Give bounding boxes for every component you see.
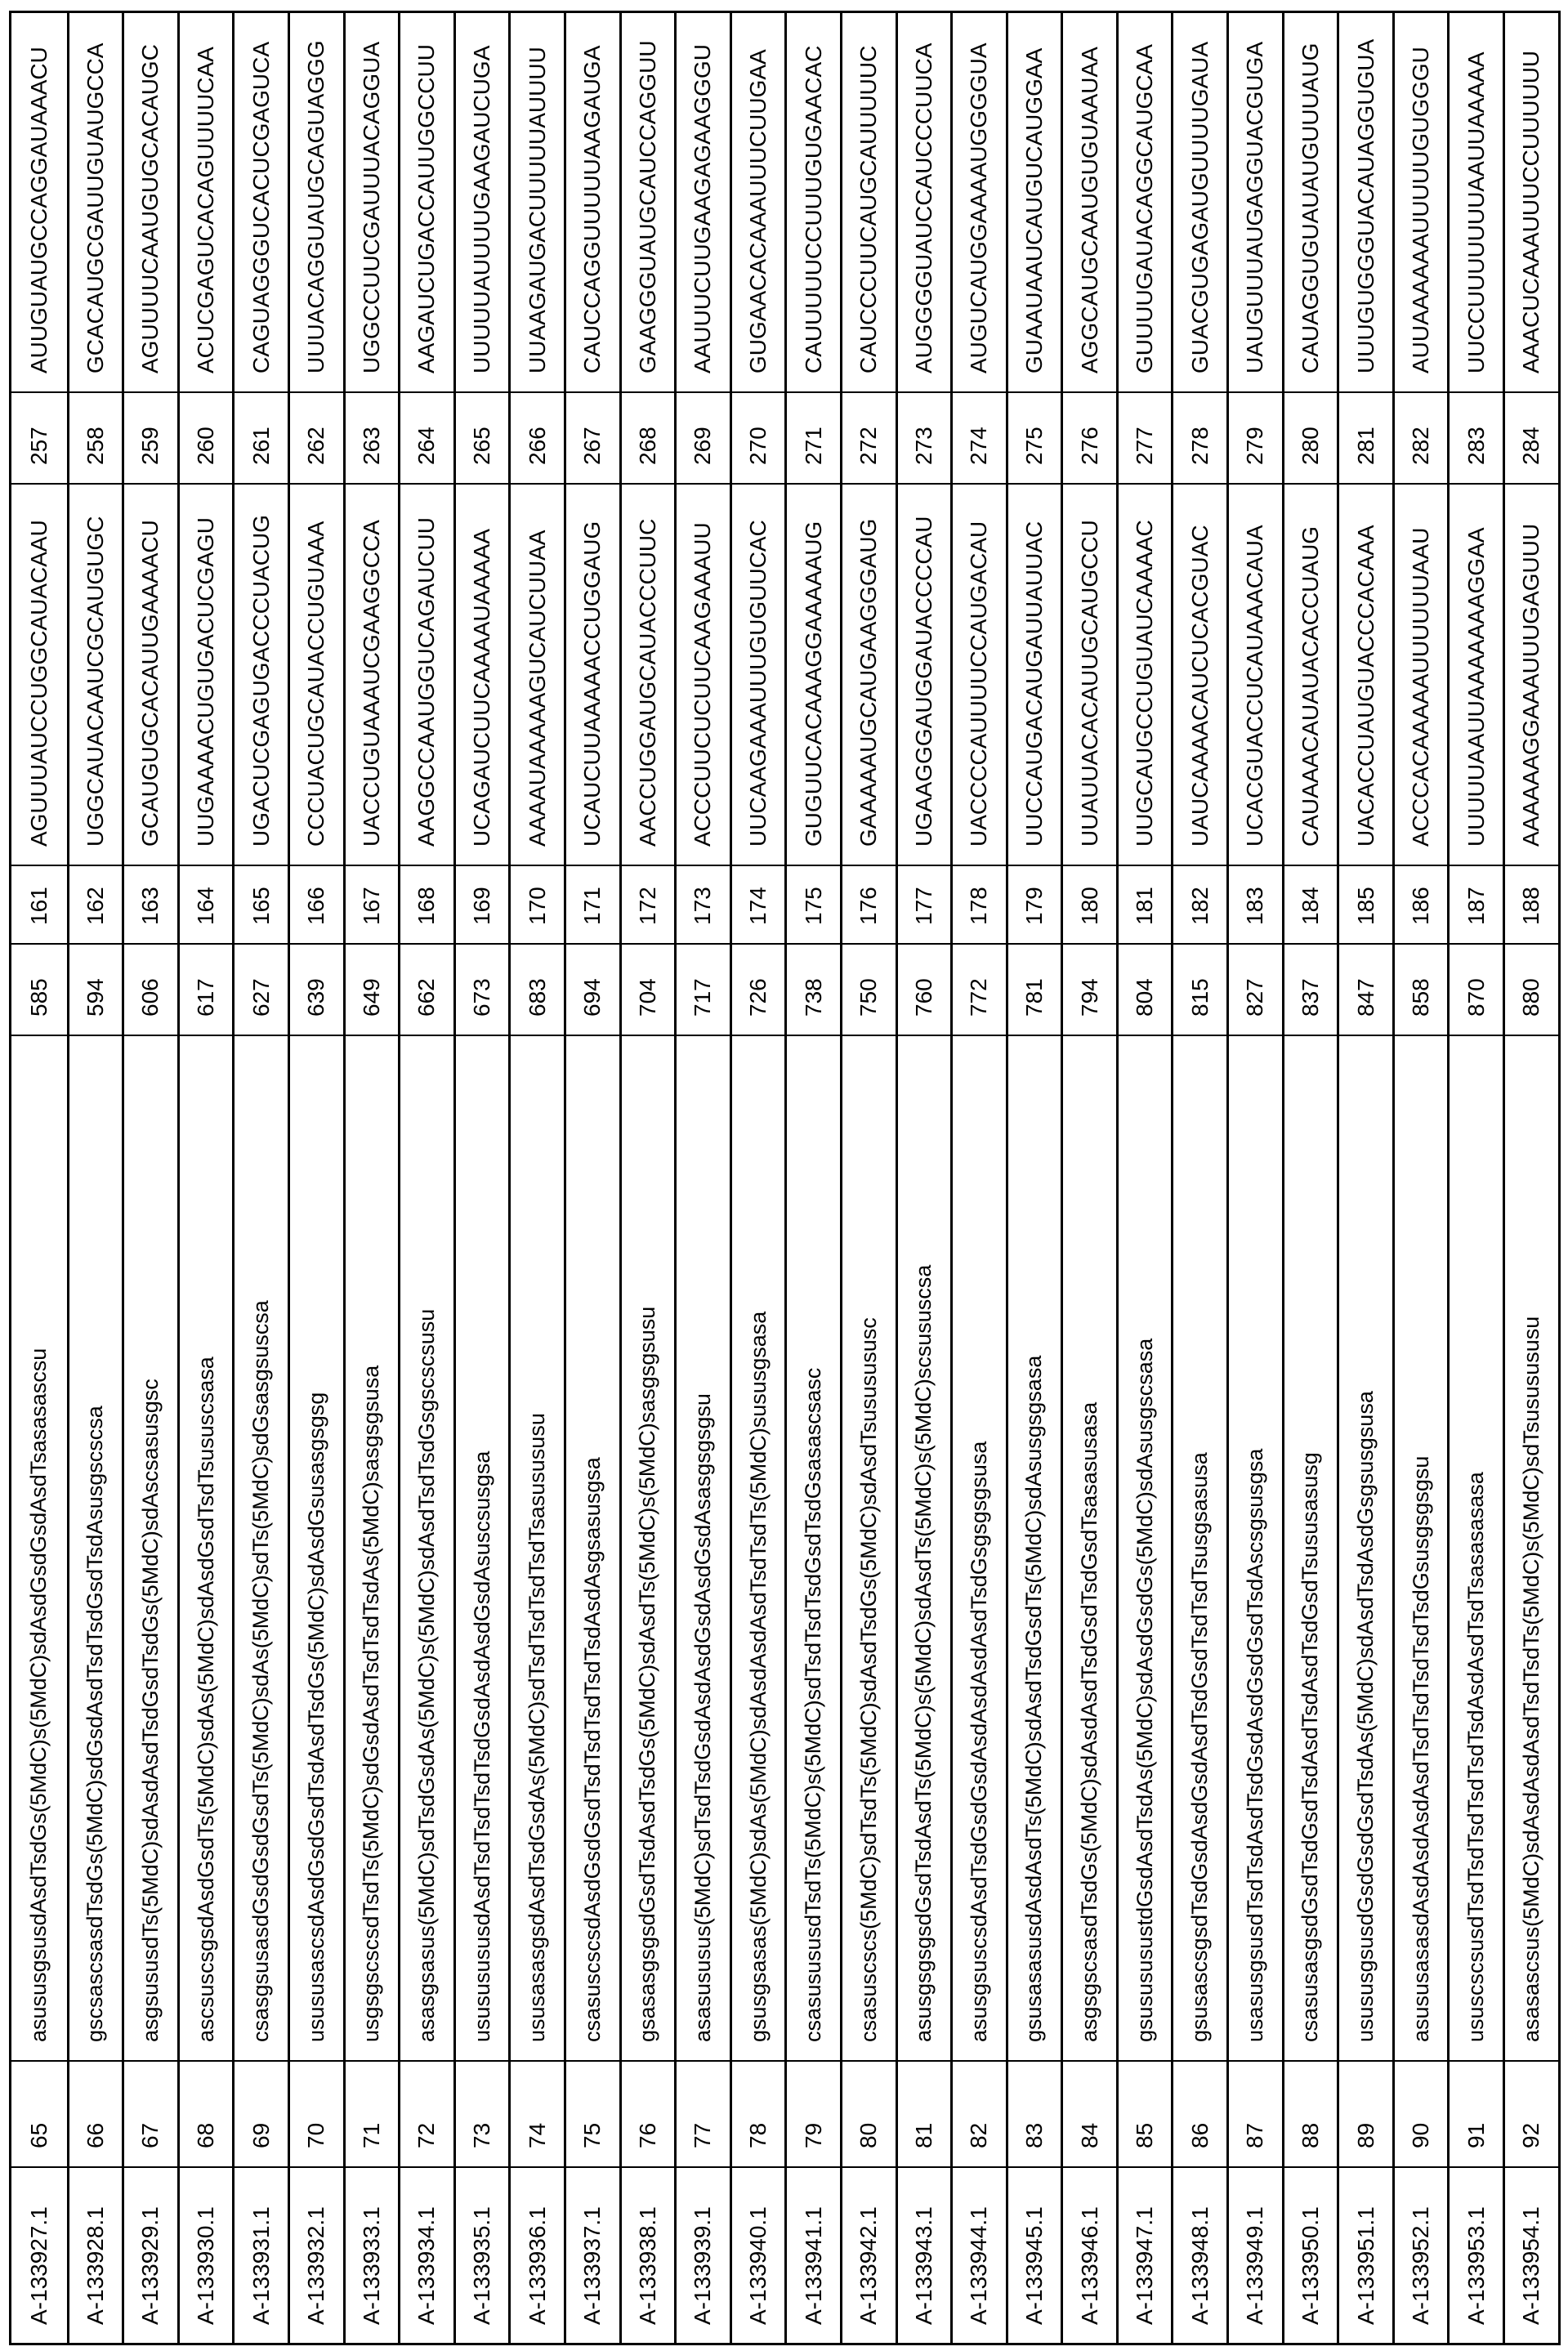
seq-id-cell: 175: [787, 866, 840, 945]
position-cell: 794: [1063, 945, 1116, 1036]
seq-id-cell: 161: [11, 866, 67, 945]
seq-id-cell: 66: [69, 2062, 123, 2168]
seq-id-cell: 74: [511, 2062, 564, 2168]
seq-id-cell: 262: [290, 393, 343, 485]
target-sequence-cell: UUCCUUUUUUUAAUUAAAAA: [1450, 13, 1503, 393]
modified-sequence-cell: usasusgsusdTsdTsdAsdTsdGsdAsdGsdGsdTsdAscsgsusgsa: [1229, 1036, 1282, 2062]
position-cell: 673: [456, 945, 509, 1036]
seq-id-cell: 266: [511, 393, 564, 485]
seq-id-cell: 268: [622, 393, 675, 485]
duplex-id-cell: A-133934.1: [400, 2168, 453, 2343]
duplex-id-cell: A-133944.1: [953, 2168, 1006, 2343]
seq-id-cell: 178: [953, 866, 1006, 945]
modified-sequence-cell: asususasasdAsdAsdAsdAsdTsdTsdTsdTsdTsdGsusgsgsgsu: [1395, 1036, 1448, 2062]
duplex-id-cell: A-133929.1: [124, 2168, 177, 2343]
seq-id-cell: 167: [346, 866, 399, 945]
table-row: [232, 13, 288, 2343]
duplex-id-cell: A-133933.1: [346, 2168, 399, 2343]
target-sequence-cell: UUUGUGGGUACAUAGGUGUA: [1339, 13, 1392, 393]
modified-sequence-cell: asususgsusdAsdTsdGs(5MdC)s(5MdC)sdAsdGsdGsdAsdTsasasascsu: [11, 1036, 67, 2062]
duplex-id-cell: A-133950.1: [1284, 2168, 1338, 2343]
antisense-sequence-cell: UGGCAUACAAUCGCAUGUGC: [69, 485, 123, 866]
table-row: [1503, 13, 1558, 2343]
antisense-sequence-cell: UCACGUACCUCAUAAACAUA: [1229, 485, 1282, 866]
seq-id-cell: 89: [1339, 2062, 1392, 2168]
antisense-sequence-cell: UGAAGGGAUGGAUACCCCAU: [898, 485, 951, 866]
seq-id-cell: 182: [1173, 866, 1226, 945]
target-sequence-cell: UUUUUAUUUUGAAGAUCUGA: [456, 13, 509, 393]
table-row: [122, 13, 177, 2343]
seq-id-cell: 176: [842, 866, 896, 945]
position-cell: 858: [1395, 945, 1448, 1036]
seq-id-cell: 179: [1008, 866, 1061, 945]
antisense-sequence-cell: ACCCUUCUCUUCAAGAAAUU: [677, 485, 730, 866]
modified-sequence-cell: usususususdAsdTsdTsdTsdTsdGsdAsdAsdGsdAsuscsusgsa: [456, 1036, 509, 2062]
modified-sequence-cell: csasuscscsdAsdGsdGsdTsdTsdTsdTsdTsdAsdAsgsasusgsa: [566, 1036, 619, 2062]
seq-id-cell: 172: [622, 866, 675, 945]
position-cell: 750: [842, 945, 896, 1036]
antisense-sequence-cell: AAGGCCAAUGGUCAGAUCUU: [400, 485, 453, 866]
target-sequence-cell: UAUGUUUAUGAGGUACGUGA: [1229, 13, 1282, 393]
position-cell: 760: [898, 945, 951, 1036]
position-cell: 815: [1173, 945, 1226, 1036]
target-sequence-cell: GUACGUGAGAUGUUUUGAUA: [1173, 13, 1226, 393]
position-cell: 827: [1229, 945, 1282, 1036]
seq-id-cell: 275: [1008, 393, 1061, 485]
seq-id-cell: 168: [400, 866, 453, 945]
table-row: [730, 13, 785, 2343]
antisense-sequence-cell: CAUAAACAUAUACACCUAUG: [1284, 485, 1338, 866]
seq-id-cell: 280: [1284, 393, 1338, 485]
modified-sequence-cell: asasususus(5MdC)sdTsdTsdGsdAsdAsdGsdAsdGsdAsasgsgsgsu: [677, 1036, 730, 2062]
modified-sequence-cell: gsusususustdGsdAsdTsdAs(5MdC)sdAsdGsdGs(5MdC)sdAsusgscsasa: [1119, 1036, 1172, 2062]
modified-sequence-cell: gsusasasusdAsdAsdTs(5MdC)sdAsdTsdGsdTs(5MdC)sdAsusgsgsasa: [1008, 1036, 1061, 2062]
seq-id-cell: 82: [953, 2062, 1006, 2168]
modified-sequence-cell: csasgsusasdGsdGsdGsdTs(5MdC)sdAs(5MdC)sdTs(5MdC)sdGsasgsuscsa: [235, 1036, 288, 2062]
seq-id-cell: 259: [124, 393, 177, 485]
target-sequence-cell: CAUCCCUUCAUGCAUUUUUC: [842, 13, 896, 393]
seq-id-cell: 281: [1339, 393, 1392, 485]
target-sequence-cell: ACUCGAGUCACAGUUUUCAA: [180, 13, 233, 393]
position-cell: 662: [400, 945, 453, 1036]
seq-id-cell: 85: [1119, 2062, 1172, 2168]
duplex-id-cell: A-133939.1: [677, 2168, 730, 2343]
target-sequence-cell: AAGAUCUGACCAUUGGCCUU: [400, 13, 453, 393]
seq-id-cell: 73: [456, 2062, 509, 2168]
seq-id-cell: 81: [898, 2062, 951, 2168]
duplex-id-cell: A-133935.1: [456, 2168, 509, 2343]
duplex-id-cell: A-133952.1: [1395, 2168, 1448, 2343]
table-row: [1282, 13, 1338, 2343]
position-cell: 781: [1008, 945, 1061, 1036]
antisense-sequence-cell: GAAAAAUGCAUGAAGGGAUG: [842, 485, 896, 866]
duplex-id-cell: A-133949.1: [1229, 2168, 1282, 2343]
seq-id-cell: 279: [1229, 393, 1282, 485]
table-row: [398, 13, 453, 2343]
seq-id-cell: 184: [1284, 866, 1338, 945]
antisense-sequence-cell: AAAAUAAAAAGUCAUCUUAA: [511, 485, 564, 866]
target-sequence-cell: AAACUCAAAUUUCCUUUUUU: [1505, 13, 1558, 393]
table-row: [453, 13, 509, 2343]
seq-id-cell: 174: [732, 866, 785, 945]
duplex-id-cell: A-133927.1: [11, 2168, 67, 2343]
position-cell: 726: [732, 945, 785, 1036]
target-sequence-cell: AAUUUCUUGAAGAGAAGGGU: [677, 13, 730, 393]
seq-id-cell: 283: [1450, 393, 1503, 485]
modified-sequence-cell: gsusascsgsdTsdGsdAsdGsdAsdTsdGsdTsdTsdTsusgsasusa: [1173, 1036, 1226, 2062]
antisense-sequence-cell: UUGAAAACUGUGACUCGAGU: [180, 485, 233, 866]
target-sequence-cell: CAGUAGGGUCACUCGAGUCA: [235, 13, 288, 393]
seq-id-cell: 72: [400, 2062, 453, 2168]
antisense-sequence-cell: GCAUGUGCACAUUGAAAACU: [124, 485, 177, 866]
seq-id-cell: 79: [787, 2062, 840, 2168]
position-cell: 606: [124, 945, 177, 1036]
antisense-sequence-cell: UCAUCUUAAAAACCUGGAUG: [566, 485, 619, 866]
seq-id-cell: 76: [622, 2062, 675, 2168]
modified-sequence-cell: asusgsuscsdAsdTsdGsdGsdAsdAsdAsdAsdTsdGsgsgsgsusa: [953, 1036, 1006, 2062]
table-row: [840, 13, 896, 2343]
modified-sequence-cell: gsusgsasas(5MdC)sdAs(5MdC)sdAsdAsdAsdTsdTsdTs(5MdC)sususgsasa: [732, 1036, 785, 2062]
seq-id-cell: 71: [346, 2062, 399, 2168]
position-cell: 870: [1450, 945, 1503, 1036]
seq-id-cell: 67: [124, 2062, 177, 2168]
antisense-sequence-cell: UACCCCAUUUUCCAUGACAU: [953, 485, 1006, 866]
target-sequence-cell: CAUUUUUCCUUUGUGAACAC: [787, 13, 840, 393]
duplex-id-cell: A-133954.1: [1505, 2168, 1558, 2343]
position-cell: 804: [1119, 945, 1172, 1036]
seq-id-cell: 263: [346, 393, 399, 485]
seq-id-cell: 86: [1173, 2062, 1226, 2168]
position-cell: 837: [1284, 945, 1338, 1036]
antisense-sequence-cell: UACCUGUAAAUCGAAGGCCA: [346, 485, 399, 866]
seq-id-cell: 278: [1173, 393, 1226, 485]
seq-id-cell: 272: [842, 393, 896, 485]
antisense-sequence-cell: AACCUGGAUGCAUACCCUUC: [622, 485, 675, 866]
duplex-id-cell: A-133953.1: [1450, 2168, 1503, 2343]
seq-id-cell: 270: [732, 393, 785, 485]
seq-id-cell: 164: [180, 866, 233, 945]
modified-sequence-cell: asgsususdTs(5MdC)sdAsdAsdTsdGsdTsdGs(5MdC)sdAscsasusgsc: [124, 1036, 177, 2062]
seq-id-cell: 87: [1229, 2062, 1282, 2168]
target-sequence-cell: GUUUUGAUACAGGCAUGCAA: [1119, 13, 1172, 393]
table-row: [11, 13, 67, 2343]
seq-id-cell: 163: [124, 866, 177, 945]
modified-sequence-cell: asgsgscsasdTsdGs(5MdC)sdAsdAsdTsdGsdTsdGsdTsasasusasa: [1063, 1036, 1116, 2062]
position-cell: 704: [622, 945, 675, 1036]
seq-id-cell: 260: [180, 393, 233, 485]
seq-id-cell: 92: [1505, 2062, 1558, 2168]
antisense-sequence-cell: AAAAAAGGAAAUUUGAGUUU: [1505, 485, 1558, 866]
position-cell: 639: [290, 945, 343, 1036]
position-cell: 683: [511, 945, 564, 1036]
table-row: [288, 13, 343, 2343]
seq-id-cell: 274: [953, 393, 1006, 485]
antisense-sequence-cell: UAUCAAAACAUCUCACGUAC: [1173, 485, 1226, 866]
table-row: [564, 13, 619, 2343]
table-row: [1116, 13, 1172, 2343]
target-sequence-cell: UUAAGAUGACUUUUUAUUUU: [511, 13, 564, 393]
target-sequence-cell: CAUAGGUGUAUAUGUUUAUG: [1284, 13, 1338, 393]
target-sequence-cell: CAUCCAGGUUUUUAAGAUGA: [566, 13, 619, 393]
target-sequence-cell: AUGGGGUAUCCAUCCCUUCA: [898, 13, 951, 393]
duplex-id-cell: A-133942.1: [842, 2168, 896, 2343]
table-row: [784, 13, 840, 2343]
seq-id-cell: 261: [235, 393, 288, 485]
modified-sequence-cell: ususcscsusdTsdTsdTsdTsdTsdTsdAsdAsdTsdTsasasasasa: [1450, 1036, 1503, 2062]
antisense-sequence-cell: ACCCACAAAAAUUUUUUAAU: [1395, 485, 1448, 866]
position-cell: 694: [566, 945, 619, 1036]
seq-id-cell: 68: [180, 2062, 233, 2168]
seq-id-cell: 264: [400, 393, 453, 485]
seq-id-cell: 187: [1450, 866, 1503, 945]
target-sequence-cell: AGGCAUGCAAUGUGUAAUAA: [1063, 13, 1116, 393]
seq-id-cell: 84: [1063, 2062, 1116, 2168]
duplex-id-cell: A-133931.1: [235, 2168, 288, 2343]
seq-id-cell: 257: [11, 393, 67, 485]
table-row: [67, 13, 123, 2343]
duplex-id-cell: A-133938.1: [622, 2168, 675, 2343]
target-sequence-cell: AUUGUAUGCCAGGAUAAACU: [11, 13, 67, 393]
duplex-id-cell: A-133941.1: [787, 2168, 840, 2343]
seq-id-cell: 183: [1229, 866, 1282, 945]
antisense-sequence-cell: UUUUUAAUUAAAAAAAGGAA: [1450, 485, 1503, 866]
antisense-sequence-cell: UACACCUAUGUACCCACAAA: [1339, 485, 1392, 866]
seq-id-cell: 170: [511, 866, 564, 945]
modified-sequence-cell: ususasasgsdAsdTsdGsdAs(5MdC)sdTsdTsdTsdTsdTsasusususu: [511, 1036, 564, 2062]
seq-id-cell: 267: [566, 393, 619, 485]
target-sequence-cell: AGUUUUCAAUGUGCACAUGC: [124, 13, 177, 393]
antisense-sequence-cell: CCCUACUGCAUACCUGUAAA: [290, 485, 343, 866]
duplex-id-cell: A-133947.1: [1119, 2168, 1172, 2343]
antisense-sequence-cell: UUCAAGAAAUUUGUGUUCAC: [732, 485, 785, 866]
target-sequence-cell: AUGUCAUGGAAAAUGGGGUA: [953, 13, 1006, 393]
target-sequence-cell: UUUACAGGUAUGCAGUAGGG: [290, 13, 343, 393]
position-cell: 880: [1505, 945, 1558, 1036]
sequence-table: [9, 11, 1561, 2345]
seq-id-cell: 77: [677, 2062, 730, 2168]
table-row: [1337, 13, 1392, 2343]
seq-id-cell: 273: [898, 393, 951, 485]
seq-id-cell: 78: [732, 2062, 785, 2168]
table-row: [950, 13, 1006, 2343]
modified-sequence-cell: ascsuscsgsdAsdGsdTs(5MdC)sdAs(5MdC)sdAsdGsdTsdTsususcsasa: [180, 1036, 233, 2062]
antisense-sequence-cell: UCAGAUCUUCAAAAUAAAAA: [456, 485, 509, 866]
seq-id-cell: 276: [1063, 393, 1116, 485]
position-cell: 585: [11, 945, 67, 1036]
seq-id-cell: 284: [1505, 393, 1558, 485]
seq-id-cell: 282: [1395, 393, 1448, 485]
duplex-id-cell: A-133948.1: [1173, 2168, 1226, 2343]
table-row: [1006, 13, 1061, 2343]
seq-id-cell: 80: [842, 2062, 896, 2168]
table-row: [1447, 13, 1503, 2343]
table-row: [1171, 13, 1226, 2343]
seq-id-cell: 188: [1505, 866, 1558, 945]
position-cell: 738: [787, 945, 840, 1036]
modified-sequence-cell: csasuscscs(5MdC)sdTsdTs(5MdC)sdAsdTsdGs(5MdC)sdAsdTsususususc: [842, 1036, 896, 2062]
modified-sequence-cell: asasascsus(5MdC)sdAsdAsdAsdTsdTsdTs(5MdC)s(5MdC)sdTsususususu: [1505, 1036, 1558, 2062]
table-row: [1061, 13, 1116, 2343]
modified-sequence-cell: asusgsgsgsdGsdTsdAsdTs(5MdC)s(5MdC)sdAsdTs(5MdC)s(5MdC)scsususcsa: [898, 1036, 951, 2062]
seq-id-cell: 271: [787, 393, 840, 485]
seq-id-cell: 88: [1284, 2062, 1338, 2168]
duplex-id-cell: A-133945.1: [1008, 2168, 1061, 2343]
position-cell: 617: [180, 945, 233, 1036]
duplex-id-cell: A-133943.1: [898, 2168, 951, 2343]
duplex-id-cell: A-133936.1: [511, 2168, 564, 2343]
seq-id-cell: 166: [290, 866, 343, 945]
seq-id-cell: 173: [677, 866, 730, 945]
position-cell: 649: [346, 945, 399, 1036]
seq-id-cell: 277: [1119, 393, 1172, 485]
modified-sequence-cell: gsasasgsgsdGsdTsdAsdTsdGs(5MdC)sdAsdTs(5MdC)s(5MdC)sasgsgsusu: [622, 1036, 675, 2062]
seq-id-cell: 258: [69, 393, 123, 485]
seq-id-cell: 90: [1395, 2062, 1448, 2168]
table-row: [896, 13, 951, 2343]
target-sequence-cell: GAAGGGUAUGCAUCCAGGUU: [622, 13, 675, 393]
seq-id-cell: 162: [69, 866, 123, 945]
seq-id-cell: 65: [11, 2062, 67, 2168]
seq-id-cell: 91: [1450, 2062, 1503, 2168]
position-cell: 717: [677, 945, 730, 1036]
target-sequence-cell: UGGCCUUCGAUUUACAGGUA: [346, 13, 399, 393]
seq-id-cell: 181: [1119, 866, 1172, 945]
duplex-id-cell: A-133951.1: [1339, 2168, 1392, 2343]
modified-sequence-cell: csasusasgsdGsdTsdGsdTsdAsdTsdAsdTsdGsdTsususasusg: [1284, 1036, 1338, 2062]
position-cell: 627: [235, 945, 288, 1036]
modified-sequence-cell: asasgsasus(5MdC)sdTsdGsdAs(5MdC)s(5MdC)sdAsdTsdTsdGsgscscsusu: [400, 1036, 453, 2062]
table-row: [508, 13, 564, 2343]
seq-id-cell: 83: [1008, 2062, 1061, 2168]
target-sequence-cell: AUUAAAAAAUUUUUGUGGGU: [1395, 13, 1448, 393]
antisense-sequence-cell: UUCCAUGACAUGAUUAUUAC: [1008, 485, 1061, 866]
seq-id-cell: 180: [1063, 866, 1116, 945]
target-sequence-cell: GCACAUGCGAUUGUAUGCCA: [69, 13, 123, 393]
duplex-id-cell: A-133937.1: [566, 2168, 619, 2343]
position-cell: 847: [1339, 945, 1392, 1036]
antisense-sequence-cell: GUGUUCACAAAGGAAAAAUG: [787, 485, 840, 866]
target-sequence-cell: GUAAUAAUCAUGUCAUGGAA: [1008, 13, 1061, 393]
duplex-id-cell: A-133930.1: [180, 2168, 233, 2343]
table-row: [343, 13, 399, 2343]
table-row: [177, 13, 233, 2343]
modified-sequence-cell: usususgsusdGsdGsdGsdTsdAs(5MdC)sdAsdTsdAsdGsgsusgsusa: [1339, 1036, 1392, 2062]
seq-id-cell: 269: [677, 393, 730, 485]
modified-sequence-cell: usususascsdAsdGsdGsdTsdAsdTsdGs(5MdC)sdAsdGsusasgsgsg: [290, 1036, 343, 2062]
seq-id-cell: 165: [235, 866, 288, 945]
antisense-sequence-cell: UUAUUACACAUUGCAUGCCU: [1063, 485, 1116, 866]
seq-id-cell: 177: [898, 866, 951, 945]
seq-id-cell: 265: [456, 393, 509, 485]
position-cell: 772: [953, 945, 1006, 1036]
table-row: [1392, 13, 1448, 2343]
modified-sequence-cell: gscsascsasdTsdGs(5MdC)sdGsdAsdTsdTsdGsdTsdAsusgscscsa: [69, 1036, 123, 2062]
seq-id-cell: 75: [566, 2062, 619, 2168]
seq-id-cell: 171: [566, 866, 619, 945]
antisense-sequence-cell: AGUUUAUCCUGGCAUACAAU: [11, 485, 67, 866]
modified-sequence-cell: usgsgscscsdTsdTs(5MdC)sdGsdAsdTsdTsdTsdAs(5MdC)sasgsgsusa: [346, 1036, 399, 2062]
duplex-id-cell: A-133940.1: [732, 2168, 785, 2343]
table-row: [619, 13, 675, 2343]
seq-id-cell: 70: [290, 2062, 343, 2168]
duplex-id-cell: A-133946.1: [1063, 2168, 1116, 2343]
seq-id-cell: 186: [1395, 866, 1448, 945]
antisense-sequence-cell: UUGCAUGCCUGUAUCAAAAC: [1119, 485, 1172, 866]
duplex-id-cell: A-133932.1: [290, 2168, 343, 2343]
duplex-id-cell: A-133928.1: [69, 2168, 123, 2343]
modified-sequence-cell: csasusususdTsdTs(5MdC)s(5MdC)sdTsdTsdTsdGsdTsdGsasascsasc: [787, 1036, 840, 2062]
seq-id-cell: 169: [456, 866, 509, 945]
table-row: [1226, 13, 1282, 2343]
position-cell: 594: [69, 945, 123, 1036]
target-sequence-cell: GUGAACACAAAUUUCUUGAA: [732, 13, 785, 393]
seq-id-cell: 69: [235, 2062, 288, 2168]
seq-id-cell: 185: [1339, 866, 1392, 945]
antisense-sequence-cell: UGACUCGAGUGACCCUACUG: [235, 485, 288, 866]
table-row: [674, 13, 730, 2343]
